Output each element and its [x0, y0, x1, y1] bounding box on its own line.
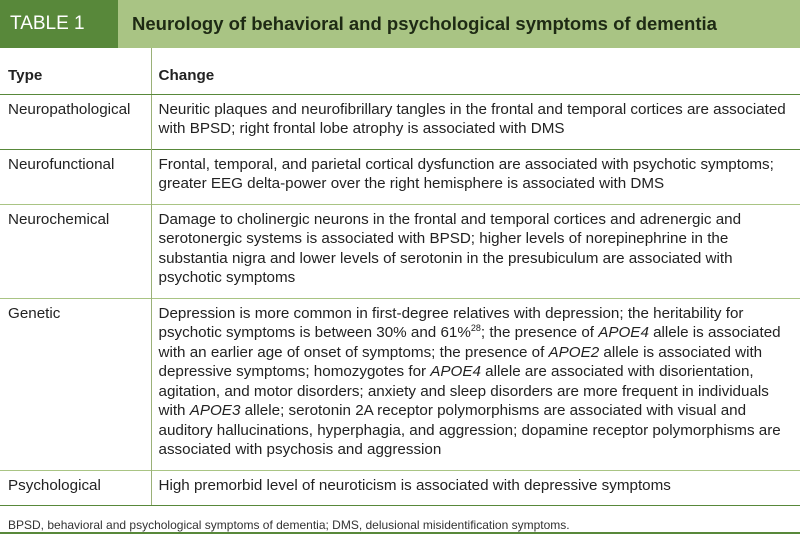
table-header [0, 0, 800, 48]
change-text: ; the presence of [480, 324, 599, 341]
row-type: Neurofunctional [0, 149, 151, 204]
table-row [0, 94, 800, 149]
citation-superscript: 28 [470, 322, 481, 333]
column-header-type: Type [0, 48, 151, 94]
row-change: Damage to cholinergic neurons in the frontal and temporal cortices and adrenergic and serotonergic systems is associated with BPSD; higher levels of norepinephrine in the substantia nigra and lower levels of serotonin in the presubiculum are associated with psychotic symptoms [151, 204, 800, 298]
row-type: Psychological [0, 470, 151, 506]
data-table [0, 48, 800, 506]
row-change [151, 298, 800, 470]
change-text: allele; serotonin 2A receptor polymorphisms are associated with visual and auditory hallucinations, hyperphagia, and aggression; dopamine receptor polymorphisms are associated with psychosis and aggression [158, 402, 781, 458]
table-row [0, 149, 800, 204]
gene-name: APOE3 [189, 402, 241, 419]
row-type: Neuropathological [0, 94, 151, 149]
table-row [0, 298, 800, 470]
change-text: Depression is more common in first-degree relatives with depression; the heritability for psychotic symptoms is between 30% and 61% [158, 304, 744, 341]
row-change: Frontal, temporal, and parietal cortical dysfunction are associated with psychotic symptoms; greater EEG delta-power over the right hemisphere is associated with DMS [151, 149, 800, 204]
row-type: Neurochemical [0, 204, 151, 298]
table-title: Neurology of behavioral and psychological symptoms of dementia [118, 0, 800, 48]
bottom-divider [0, 532, 800, 534]
column-header-row [0, 48, 800, 94]
table-row [0, 470, 800, 506]
gene-name: APOE2 [548, 343, 600, 361]
column-header-change: Change [151, 48, 800, 94]
table-label: TABLE 1 [0, 0, 118, 48]
change-text: allele is associated with depressive symptoms; homozygotes for [158, 343, 763, 380]
change-text: allele are associated with disorientation, agitation, and motor disorders; anxiety and sleep disorders are more frequent in individuals with [158, 363, 769, 419]
table-footnote: BPSD, behavioral and psychological symptoms of dementia; DMS, delusional misidentification symptoms. [8, 518, 570, 532]
table-row [0, 204, 800, 298]
row-type: Genetic [0, 298, 151, 470]
change-text: allele is associated with an earlier age of onset of symptoms; the presence of [158, 324, 781, 361]
gene-name: APOE4 [430, 363, 481, 380]
row-change: Neuritic plaques and neurofibrillary tangles in the frontal and temporal cortices are associated with BPSD; right frontal lobe atrophy is associated with DMS [158, 100, 786, 137]
row-change: High premorbid level of neuroticism is associated with depressive symptoms [151, 470, 800, 506]
gene-name: APOE4 [598, 324, 649, 341]
